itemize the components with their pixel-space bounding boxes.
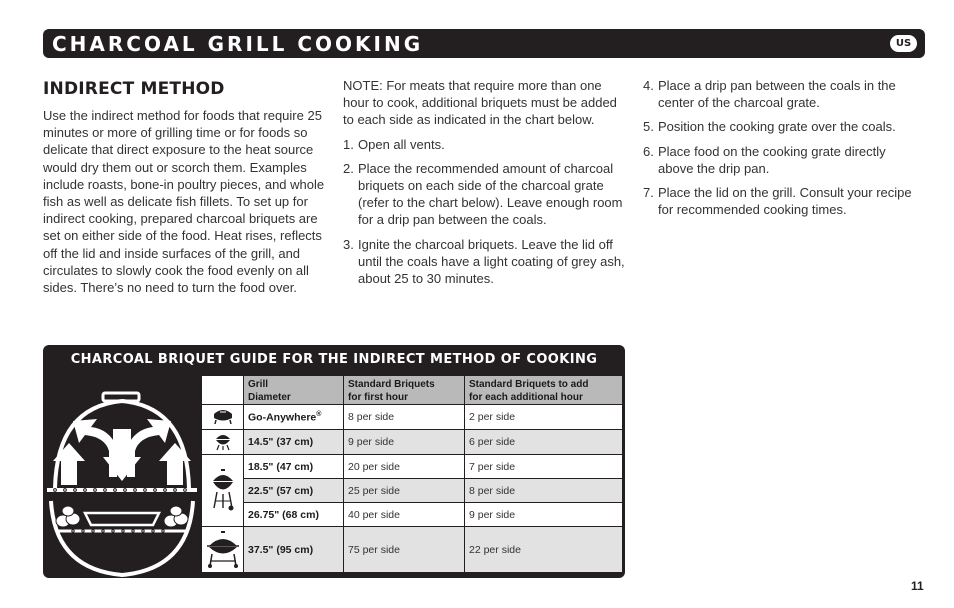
first-hour-briquets: 9 per side bbox=[344, 430, 465, 455]
step-number: 6. bbox=[643, 143, 654, 159]
steps-column-1 bbox=[343, 77, 625, 287]
title-bar bbox=[43, 29, 925, 58]
region-badge: US bbox=[890, 35, 917, 52]
grill-icon-cell bbox=[202, 455, 244, 527]
briquet-guide bbox=[43, 345, 625, 578]
kettle-grill-icon bbox=[210, 467, 236, 511]
grill-icon-cell bbox=[202, 405, 244, 430]
registered-mark: ® bbox=[316, 410, 322, 418]
grill-icon-cell bbox=[202, 430, 244, 455]
intro-column bbox=[43, 79, 329, 296]
additional-hour-briquets: 2 per side bbox=[465, 405, 623, 430]
header-additional-hour bbox=[465, 376, 623, 405]
indirect-heat-grill-illustration bbox=[43, 373, 201, 578]
table-header-row bbox=[202, 376, 623, 405]
first-hour-briquets: 20 per side bbox=[344, 455, 465, 479]
step-number: 7. bbox=[643, 185, 654, 201]
guide-title: CHARCOAL BRIQUET GUIDE FOR THE INDIRECT METHOD OF COOKING bbox=[70, 352, 598, 367]
step-number: 3. bbox=[343, 236, 354, 252]
grill-diameter: 37.5" (95 cm) bbox=[244, 527, 344, 573]
first-hour-briquets: 75 per side bbox=[344, 527, 465, 573]
additional-hour-briquets: 7 per side bbox=[465, 455, 623, 479]
step-item bbox=[343, 236, 625, 288]
step-text: Ignite the charcoal briquets. Leave the lid off until the coals have a light coating of grey ash, about 25 to 30 minutes. bbox=[358, 236, 625, 287]
table-row bbox=[202, 503, 623, 527]
header-first-hour bbox=[344, 376, 465, 405]
step-text: Place the recommended amount of charcoal briquets on each side of the charcoal grate (refer to the chart below). Leave enough room for a drip pan between the coals. bbox=[358, 160, 623, 228]
grill-icon-header bbox=[202, 376, 244, 405]
note-paragraph: NOTE: For meats that require more than one hour to cook, additional briquets must be added to each side as indicated in the chart below. bbox=[343, 78, 617, 128]
step-number: 5. bbox=[643, 119, 654, 135]
step-item bbox=[343, 160, 625, 229]
step-text: Place a drip pan between the coals in the center of the charcoal grate. bbox=[658, 78, 896, 111]
intro-paragraph: Use the indirect method for foods that require 25 minutes or more of grilling time or for foods so delicate that direct exposure to the heat source would dry them out or scorch them. Examples include roasts, bone-in poultry pieces, and whole fish as well as delicate fish fillets. To set up for indirect cooking, prepared charcoal briquets are set on either side of the food. Heat rises, reflects off the lid and inside surfaces of the grill, and circulates to slowly cook the food evenly on all sides. There’s no need to turn the food over. bbox=[43, 108, 325, 296]
portable-grill-icon bbox=[212, 407, 234, 425]
additional-hour-briquets: 6 per side bbox=[465, 430, 623, 455]
step-text: Open all vents. bbox=[358, 136, 445, 152]
table-row bbox=[202, 430, 623, 455]
step-number: 4. bbox=[643, 78, 654, 93]
additional-hour-briquets: 22 per side bbox=[465, 527, 623, 573]
step-item bbox=[643, 184, 923, 218]
additional-hour-briquets: 8 per side bbox=[465, 479, 623, 503]
grill-diameter bbox=[244, 405, 344, 430]
table-row bbox=[202, 405, 623, 430]
table-row bbox=[202, 527, 623, 573]
grill-diameter: 18.5" (47 cm) bbox=[244, 455, 344, 479]
small-kettle-grill-icon bbox=[213, 431, 233, 451]
header-line: Standard Briquets bbox=[348, 378, 435, 390]
table-row bbox=[202, 479, 623, 503]
header-line: for first hour bbox=[348, 391, 408, 403]
grill-diameter: 26.75" (68 cm) bbox=[244, 503, 344, 527]
step-item bbox=[643, 118, 923, 135]
grill-diameter: 14.5" (37 cm) bbox=[244, 430, 344, 455]
first-hour-briquets: 25 per side bbox=[344, 479, 465, 503]
section-heading: INDIRECT METHOD bbox=[43, 79, 225, 99]
additional-hour-briquets: 9 per side bbox=[465, 503, 623, 527]
steps-column-2 bbox=[643, 77, 923, 218]
step-text: Place the lid on the grill. Consult your recipe for recommended cooking times. bbox=[658, 185, 912, 218]
grill-diameter-label: Go-Anywhere bbox=[248, 411, 317, 424]
grill-icon-cell bbox=[202, 527, 244, 573]
step-text: Position the cooking grate over the coals. bbox=[658, 119, 896, 135]
step-item bbox=[643, 77, 923, 111]
first-hour-briquets: 8 per side bbox=[344, 405, 465, 430]
header-line: Grill bbox=[248, 378, 269, 390]
step-item bbox=[343, 136, 625, 153]
header-line: for each additional hour bbox=[469, 391, 583, 403]
header-line: Diameter bbox=[248, 391, 291, 403]
briquet-table bbox=[201, 375, 623, 573]
header-line: Standard Briquets to add bbox=[469, 378, 589, 390]
step-number: 2. bbox=[343, 160, 354, 176]
table-row bbox=[202, 455, 623, 479]
page-title: CHARCOAL GRILL COOKING bbox=[52, 32, 424, 56]
step-item bbox=[643, 143, 923, 177]
grill-diameter: 22.5" (57 cm) bbox=[244, 479, 344, 503]
page-number: 11 bbox=[911, 579, 924, 593]
header-grill-diameter bbox=[244, 376, 344, 405]
ranch-kettle-grill-icon bbox=[205, 528, 241, 568]
first-hour-briquets: 40 per side bbox=[344, 503, 465, 527]
step-text: Place food on the cooking grate directly above the drip pan. bbox=[658, 143, 886, 176]
step-number: 1. bbox=[343, 136, 354, 152]
